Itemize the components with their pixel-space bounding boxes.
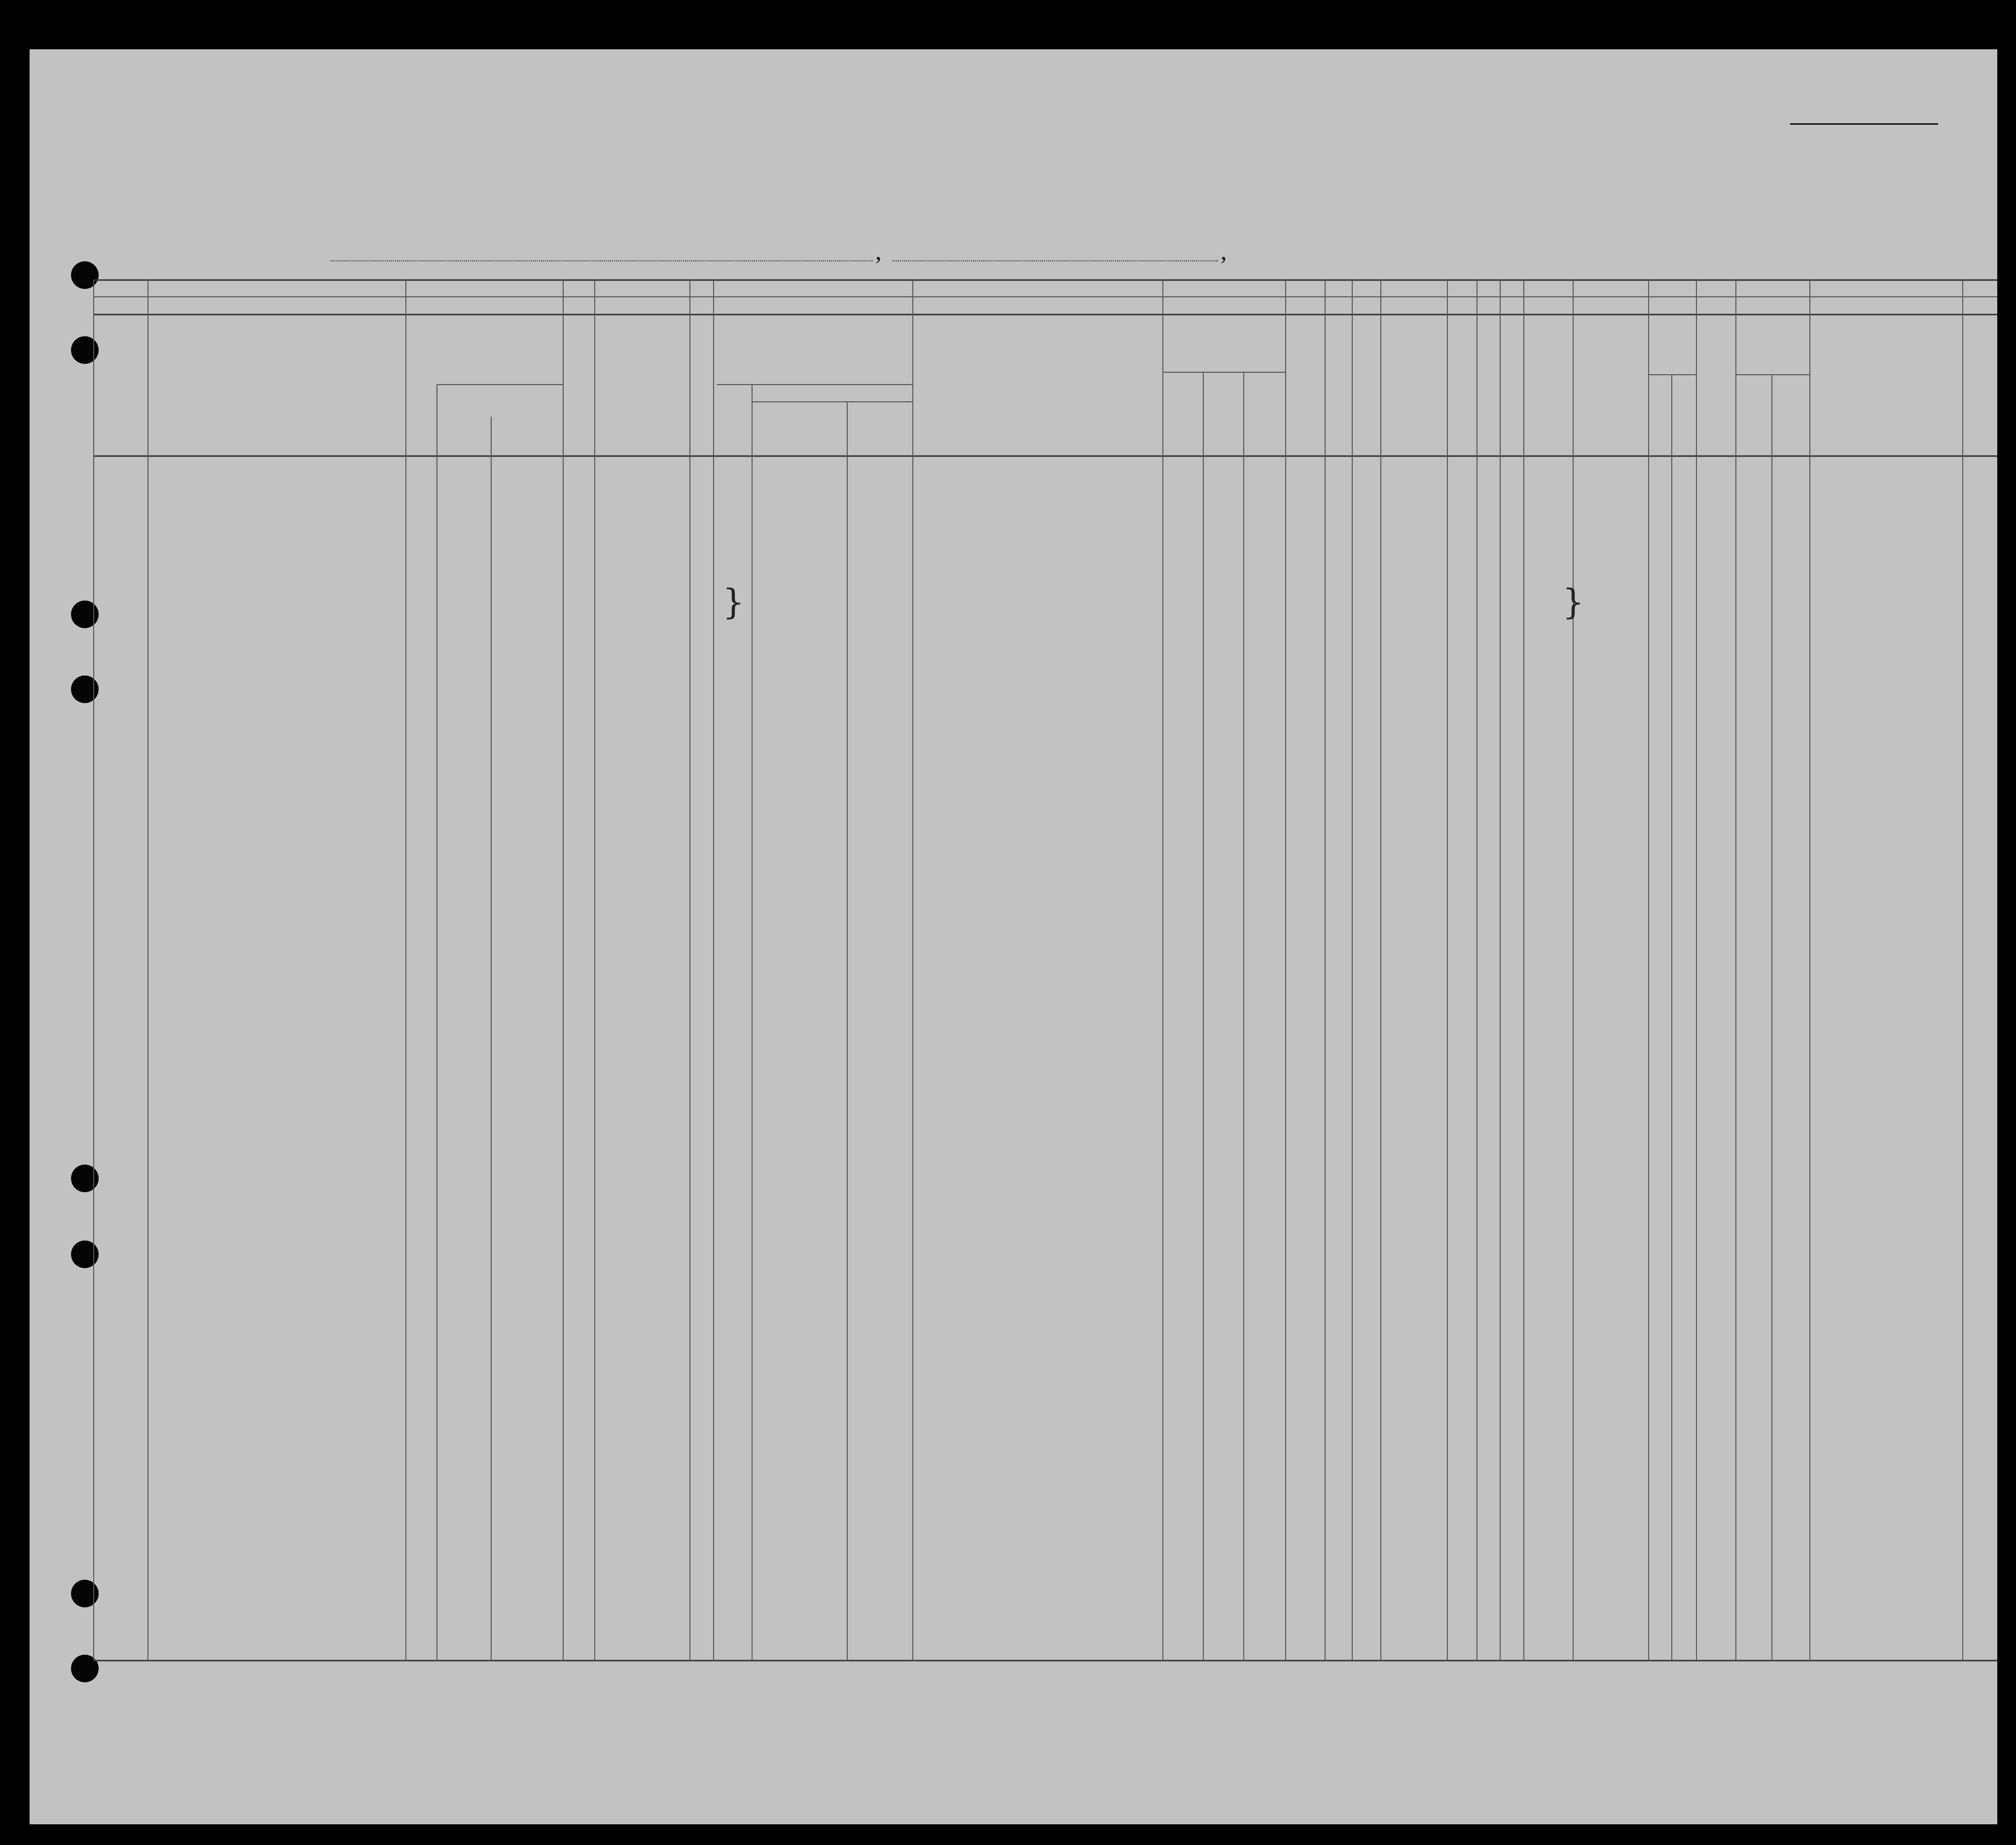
header-feet (1652, 394, 1669, 449)
header-col31 (1503, 318, 1522, 451)
manifest-sheet (30, 49, 1997, 1824)
header-possession (693, 318, 711, 451)
header-col25 (1290, 318, 1322, 451)
header-col30 (1479, 318, 1498, 451)
manifest-grid (30, 49, 1997, 1824)
header-purpose-b (1210, 375, 1238, 454)
brace-mark: } (722, 582, 745, 622)
header-col29 (1450, 318, 1476, 451)
brace-mark: } (1562, 582, 1584, 622)
header-ticket (570, 318, 589, 451)
comma: , (875, 237, 882, 265)
header-col27 (1359, 318, 1375, 451)
header-col26 (1332, 318, 1347, 451)
header-col28 (1385, 318, 1444, 451)
header-inches (1675, 394, 1692, 449)
header-purpose-a (1170, 375, 1197, 454)
comma: , (1221, 237, 1227, 265)
header-purpose-c (1250, 375, 1280, 454)
